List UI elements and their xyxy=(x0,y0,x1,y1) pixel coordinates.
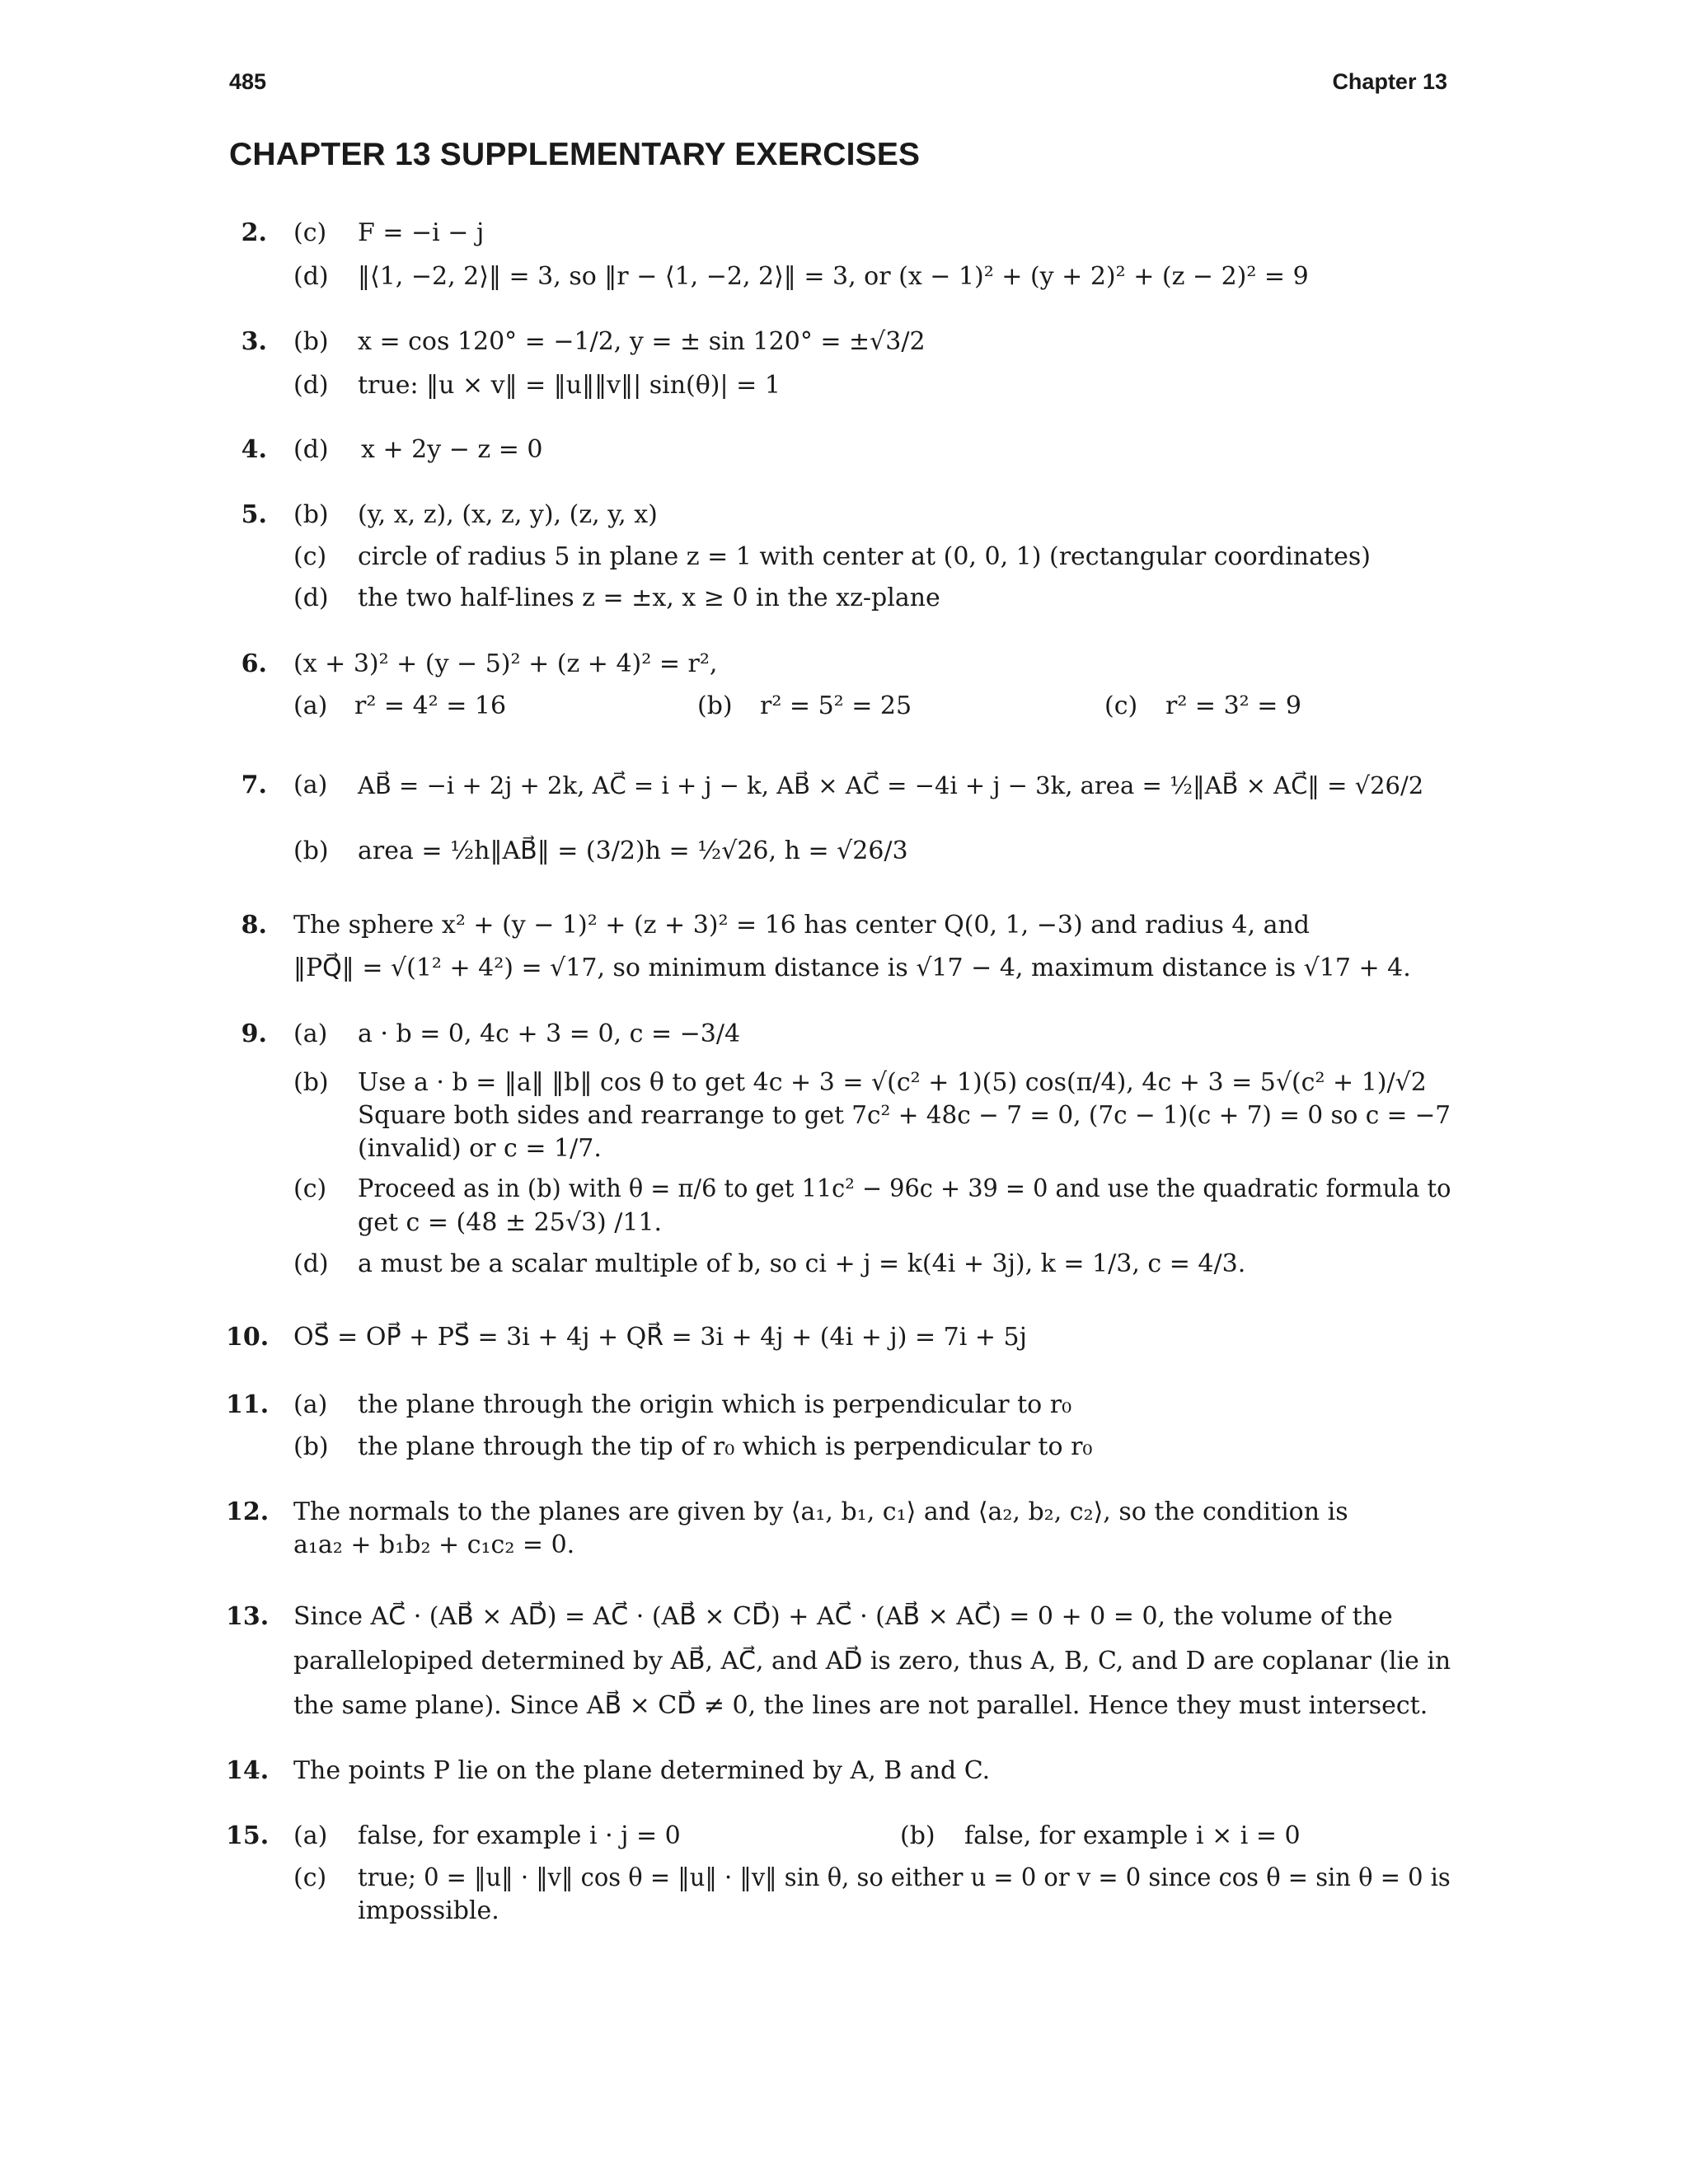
answer-text: the same plane). Since AB⃗ × CD⃗ ≠ 0, the lines are not parallel. Hence they must intersect. xyxy=(293,1691,1428,1720)
answer-text: the plane through the tip of r₀ which is perpendicular to r₀ xyxy=(358,1432,1093,1461)
part-label: (a) xyxy=(293,1821,328,1850)
answer-text: true: ‖u × v‖ = ‖u‖‖v‖| sin(θ)| = 1 xyxy=(358,371,781,400)
part-label: (a) xyxy=(293,1019,328,1048)
part-label: (d) xyxy=(293,1249,329,1278)
answer-text: Square both sides and rearrange to get 7c² + 48c − 7 = 0, (7c − 1)(c + 7) = 0 so c = −7 xyxy=(358,1101,1451,1130)
part-label: (c) xyxy=(293,1863,327,1892)
part-label: (b) xyxy=(293,500,329,529)
answer-text: area = ½h‖AB⃗‖ = (3/2)h = ½√26, h = √26/3 xyxy=(358,837,908,865)
answer-text: Since AC⃗ · (AB⃗ × AD⃗) = AC⃗ · (AB⃗ × CD⃗) + AC⃗ · (AB⃗ × AC⃗) = 0 + 0 = 0, the volume of the xyxy=(293,1602,1393,1631)
exercise-number: 12. xyxy=(226,1497,270,1526)
answer-text: (y, x, z), (x, z, y), (z, y, x) xyxy=(358,500,658,529)
answer-text: The normals to the planes are given by ⟨a₁, b₁, c₁⟩ and ⟨a₂, b₂, c₂⟩, so the condition is xyxy=(293,1497,1348,1526)
exercise-number: 3. xyxy=(241,327,267,356)
part-label: (b) xyxy=(293,1068,329,1097)
part-label: (b) xyxy=(697,691,733,720)
part-label: (a) xyxy=(293,1390,328,1419)
exercise-number: 5. xyxy=(241,500,267,529)
page-number: 485 xyxy=(229,69,267,94)
answer-text: r² = 4² = 16 xyxy=(354,691,507,720)
answer-text: x = cos 120° = −1/2, y = ± sin 120° = ±√3/2 xyxy=(358,327,926,356)
answer-text: r² = 5² = 25 xyxy=(760,691,912,720)
answer-text: circle of radius 5 in plane z = 1 with center at (0, 0, 1) (rectangular coordinates) xyxy=(358,542,1371,571)
answer-text: F = −i − j xyxy=(358,218,485,247)
part-label: (b) xyxy=(293,837,329,865)
part-label: (d) xyxy=(293,262,329,291)
exercise-number: 2. xyxy=(241,218,267,247)
exercise-number: 6. xyxy=(241,649,267,678)
exercise-number: 11. xyxy=(226,1390,270,1419)
answer-text: false, for example i × i = 0 xyxy=(964,1821,1301,1850)
part-label: (d) xyxy=(293,583,329,612)
exercise-number: 8. xyxy=(241,911,267,940)
answer-text: ‖PQ⃗‖ = √(1² + 4²) = √17, so minimum distance is √17 − 4, maximum distance is √17 + 4. xyxy=(293,954,1411,982)
exercise-number: 14. xyxy=(226,1756,270,1785)
exercise-number: 10. xyxy=(226,1323,270,1352)
part-label: (c) xyxy=(1104,691,1138,720)
answer-text: true; 0 = ‖u‖ · ‖v‖ cos θ = ‖u‖ · ‖v‖ sin θ, so either u = 0 or v = 0 since cos θ = sin θ = 0 is xyxy=(358,1863,1451,1892)
answer-text: Proceed as in (b) with θ = π/6 to get 11c² − 96c + 39 = 0 and use the quadratic formula to xyxy=(358,1174,1451,1203)
chapter-label: Chapter 13 xyxy=(1332,69,1447,94)
exercise-number: 15. xyxy=(226,1821,270,1850)
part-label: (c) xyxy=(293,1174,327,1203)
part-label: (b) xyxy=(293,1432,329,1461)
answer-text: r² = 3² = 9 xyxy=(1165,691,1301,720)
answer-text: parallelopiped determined by AB⃗, AC⃗, and AD⃗ is zero, thus A, B, C, and D are coplanar (lie in xyxy=(293,1647,1451,1675)
part-label: (d) xyxy=(293,435,329,464)
answer-text: The sphere x² + (y − 1)² + (z + 3)² = 16 has center Q(0, 1, −3) and radius 4, and xyxy=(293,911,1311,940)
part-label: (a) xyxy=(293,771,328,799)
part-label: (b) xyxy=(293,327,329,356)
answer-text: OS⃗ = OP⃗ + PS⃗ = 3i + 4j + QR⃗ = 3i + 4j + (4i + j) = 7i + 5j xyxy=(293,1323,1027,1352)
answer-text: (x + 3)² + (y − 5)² + (z + 4)² = r², xyxy=(293,649,718,678)
exercise-number: 4. xyxy=(241,435,267,464)
exercise-number: 13. xyxy=(226,1602,270,1631)
exercise-number: 9. xyxy=(241,1019,267,1048)
answer-text: x + 2y − z = 0 xyxy=(361,435,543,464)
answer-text: impossible. xyxy=(358,1896,499,1925)
answer-text: Use a · b = ‖a‖ ‖b‖ cos θ to get 4c + 3 = √(c² + 1)(5) cos(π/4), 4c + 3 = 5√(c² + 1)/√2 xyxy=(358,1068,1427,1097)
answer-text: a · b = 0, 4c + 3 = 0, c = −3/4 xyxy=(358,1019,741,1048)
answer-text: (invalid) or c = 1/7. xyxy=(358,1134,602,1163)
answer-text: a must be a scalar multiple of b, so ci + j = k(4i + 3j), k = 1/3, c = 4/3. xyxy=(358,1249,1246,1278)
answer-text: get c = (48 ± 25√3) /11. xyxy=(358,1208,663,1237)
answer-text: a₁a₂ + b₁b₂ + c₁c₂ = 0. xyxy=(293,1530,575,1559)
page-title: CHAPTER 13 SUPPLEMENTARY EXERCISES xyxy=(229,137,921,172)
answer-text: false, for example i · j = 0 xyxy=(358,1821,681,1850)
answer-text: the plane through the origin which is perpendicular to r₀ xyxy=(358,1390,1072,1419)
part-label: (c) xyxy=(293,542,327,571)
part-label: (b) xyxy=(900,1821,935,1850)
answer-text: The points P lie on the plane determined by A, B and C. xyxy=(293,1756,991,1785)
part-label: (d) xyxy=(293,371,329,400)
part-label: (c) xyxy=(293,218,327,247)
answer-text: the two half-lines z = ±x, x ≥ 0 in the xz-plane xyxy=(358,583,940,612)
answer-text: ‖⟨1, −2, 2⟩‖ = 3, so ‖r − ⟨1, −2, 2⟩‖ = 3, or (x − 1)² + (y + 2)² + (z − 2)² = 9 xyxy=(358,262,1309,291)
part-label: (a) xyxy=(293,691,328,720)
answer-text: AB⃗ = −i + 2j + 2k, AC⃗ = i + j − k, AB⃗ × AC⃗ = −4i + j − 3k, area = ½‖AB⃗ × AC⃗‖ = √26/2 xyxy=(358,771,1424,799)
exercise-number: 7. xyxy=(241,771,267,799)
